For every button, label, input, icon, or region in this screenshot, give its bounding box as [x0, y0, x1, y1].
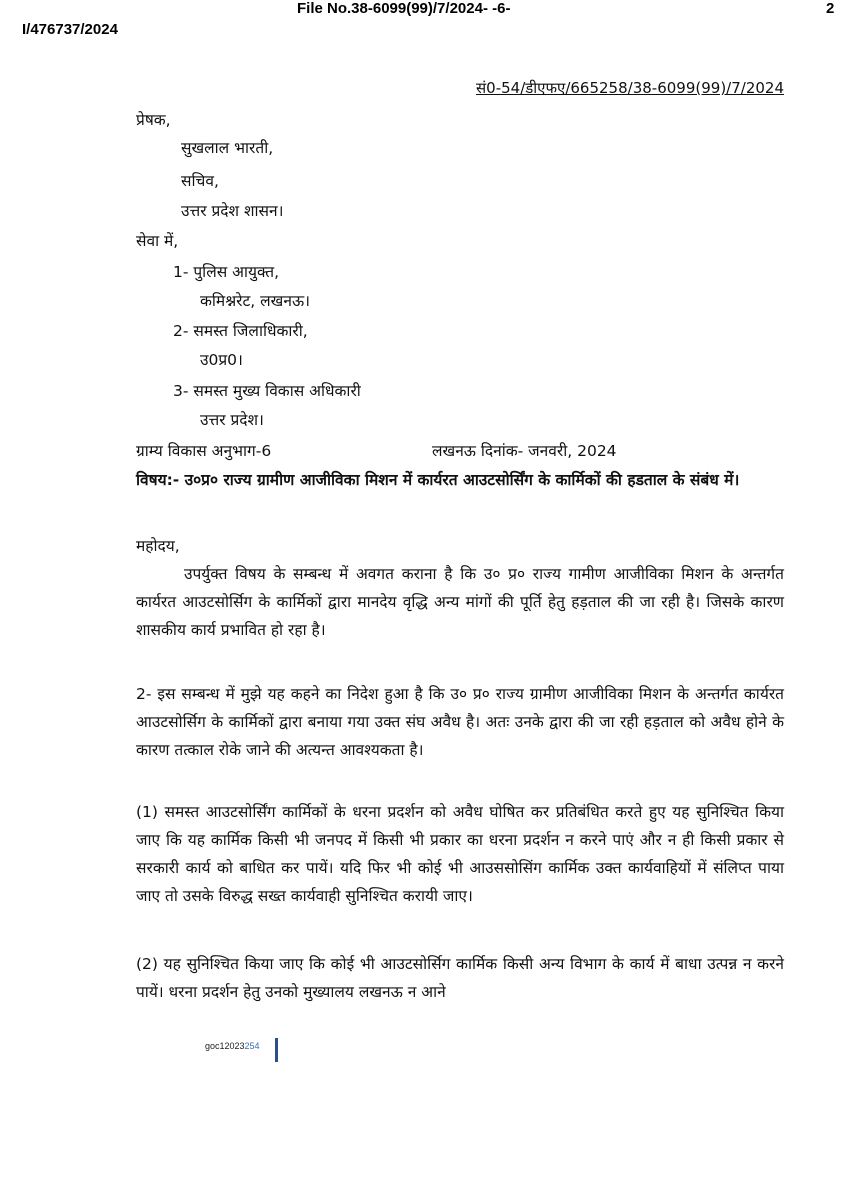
page-number: 2 [826, 0, 835, 17]
sender-title: सचिव, [181, 172, 219, 190]
sender-office: उत्तर प्रदेश शासन। [181, 202, 284, 220]
paragraph-point-1: (1) समस्त आउटसोर्सिंग कार्मिकों के धरना प्रदर्शन को अवैध घोषित कर प्रतिबंधित करते हुए यह सुनिश्चित किया जाए कि यह कार्मिक किसी भी जनपद में किसी भी प्रकार का धरना प्रदर्शन न करने पाएं और न ही किसी प्रकार से सरकारी कार्य को बाधित कर पायें। यदि फिर भी कोई भी आउससोसिंग कार्मिक उक्त कार्यवाहियों में संलिप्त पाया जाए तो उसके विरुद्ध सख्त कार्यवाही सुनिश्चित करायी जाए। [136, 803, 784, 905]
sender-label: प्रेषक, [136, 111, 171, 129]
recipient-1-line2: कमिश्नरेट, लखनऊ। [200, 292, 310, 310]
subject-line: विषय:- उ०प्र० राज्य ग्रामीण आजीविका मिशन में कार्यरत आउटसोर्सिंग के कार्मिकों की हडताल के संबंध में। [136, 471, 740, 489]
recipient-1-line1: 1- पुलिस आयुक्त, [173, 263, 280, 281]
paragraph-point-2: (2) यह सुनिश्चित किया जाए कि कोई भी आउटसोर्सिग कार्मिक किसी अन्य विभाग के कार्य में बाधा उत्पन्न न करने पायें। धरना प्रदर्शन हेतु उनको मुख्यालय लखनऊ न आने [136, 955, 784, 1001]
footer-code-prefix: goc12023 [205, 1041, 245, 1051]
footer-code-suffix: 254 [244, 1041, 260, 1051]
recipient-2-line2: उ0प्र0। [200, 351, 243, 369]
footer-code [205, 1041, 260, 1051]
paragraph-1: उपर्युक्त विषय के सम्बन्ध में अवगत कराना है कि उ० प्र० राज्य गामीण आजीविका मिशन के अन्तर्गत कार्यरत आउटसोर्सिग के कार्मिकों द्वारा मानदेय वृद्धि अन्य मांगों की पूर्ति हेतु हड़ताल की जा रही है। जिसके कारण शासकीय कार्य प्रभावित हो रहा है। [136, 565, 784, 639]
footer-marker-bar [275, 1038, 278, 1062]
recipient-3-line2: उत्तर प्रदेश। [200, 411, 264, 429]
document-id: I/476737/2024 [22, 21, 118, 38]
sender-name: सुखलाल भारती, [181, 139, 274, 157]
paragraph-2: 2- इस सम्बन्ध में मुझे यह कहने का निदेश हुआ है कि उ० प्र० राज्य ग्रामीण आजीविका मिशन के अन्तर्गत कार्यरत आउटसोर्सिग के कार्मिकों द्वारा बनाया गया उक्त संघ अवैध है। अतः उनके द्वारा की जा रही हड़ताल को अवैध होने के कारण तत्काल रोके जाने की अत्यन्त आवश्यकता है। [136, 685, 784, 759]
reference-number: सं0-54/डीएफए/665258/38-6099(99)/7/2024 [476, 79, 784, 97]
section-name: ग्राम्य विकास अनुभाग-6 [136, 442, 272, 460]
to-label: सेवा में, [136, 232, 179, 250]
recipient-2-line1: 2- समस्त जिलाधिकारी, [173, 322, 308, 340]
file-number: File No.38-6099(99)/7/2024- -6- [297, 0, 511, 17]
place-date: लखनऊ दिनांक- जनवरी, 2024 [432, 442, 617, 460]
recipient-3-line1: 3- समस्त मुख्य विकास अधिकारी [173, 382, 361, 400]
salutation: महोदय, [136, 537, 180, 555]
